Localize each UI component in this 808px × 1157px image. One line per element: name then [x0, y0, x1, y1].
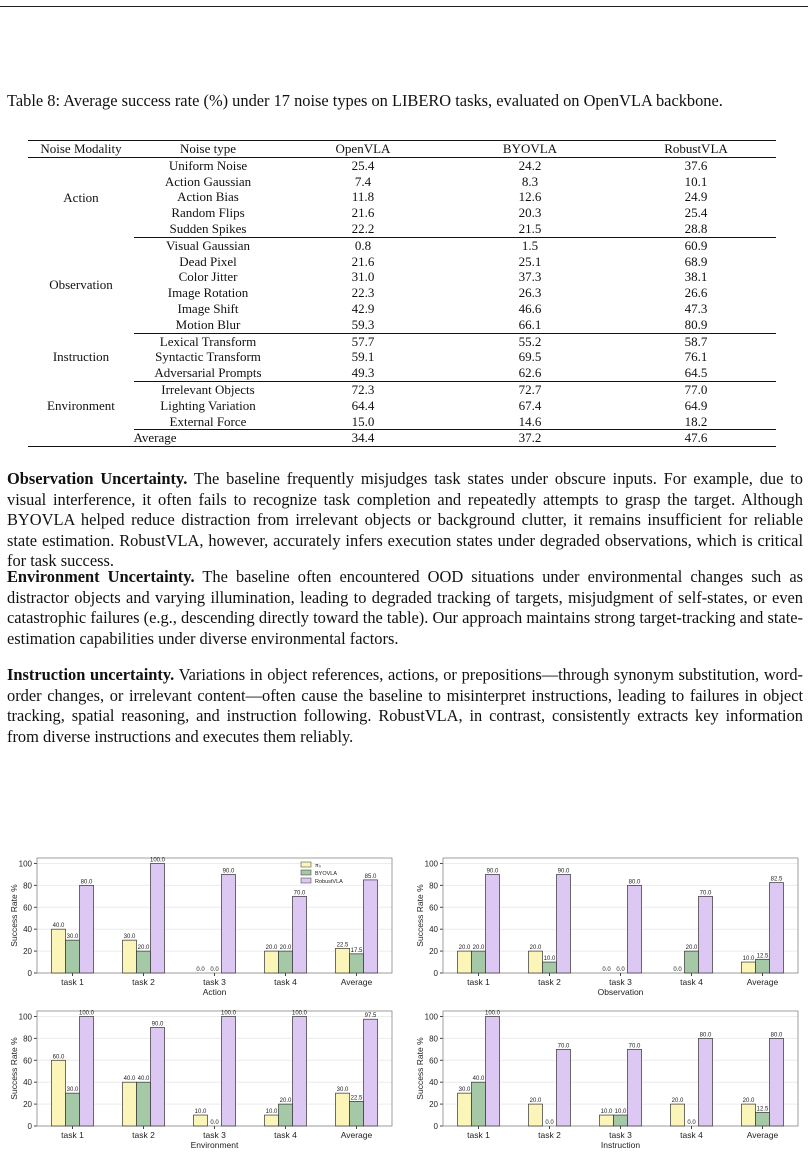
x-tick-label: Average	[340, 977, 373, 987]
bar-value-label: 0.0	[210, 967, 219, 973]
byovla-value-cell: 66.1	[444, 317, 616, 333]
average-robustvla-cell: 47.6	[616, 430, 776, 447]
table-row	[28, 174, 776, 190]
robustvla-value-cell: 24.9	[684, 189, 708, 205]
bar	[756, 959, 770, 973]
robustvla-value-cell: 38.1	[684, 269, 708, 285]
y-tick-label: 20	[429, 1100, 438, 1110]
bar-value-label: 20.0	[137, 945, 150, 952]
bar	[458, 951, 472, 973]
robustvla-value-cell: 25.4	[684, 205, 708, 221]
robustvla-value-cell: 64.9	[684, 397, 708, 413]
table-row	[28, 398, 776, 414]
bar-value-label: 80.0	[80, 879, 93, 886]
robustvla-value-cell: 64.5	[616, 365, 776, 381]
bar	[458, 1093, 472, 1126]
y-tick-label: 60	[429, 1056, 438, 1066]
bar-value-label: 100.0	[220, 1010, 237, 1017]
x-tick-label: task 2	[132, 1130, 155, 1140]
openvla-value-cell: 59.1	[351, 349, 375, 365]
bar	[194, 1115, 208, 1126]
table-row	[28, 157, 776, 173]
bar-value-label: 10.0	[265, 1109, 278, 1116]
bar-value-label: 80.0	[770, 1032, 783, 1039]
x-axis-label: Observation	[597, 987, 644, 997]
table-row	[28, 301, 776, 317]
bar-value-label: 10.0	[194, 1109, 207, 1116]
bar-value-label: 0.0	[545, 1120, 554, 1126]
bar	[756, 1112, 770, 1126]
x-tick-label: task 1	[467, 1130, 490, 1140]
x-tick-label: task 2	[132, 977, 155, 987]
page-top-rule	[0, 6, 808, 7]
y-tick-label: 0	[433, 969, 438, 978]
y-tick-label: 100	[424, 1012, 438, 1022]
bar-value-label: 22.5	[350, 1095, 363, 1102]
byovla-value-cell: 37.3	[518, 269, 542, 285]
byovla-value-cell: 14.6	[444, 414, 616, 430]
x-tick-label: task 1	[61, 977, 84, 987]
table-row	[28, 317, 776, 333]
legend-entry-label: RobustVLA	[315, 879, 343, 885]
table-row	[28, 189, 776, 205]
paragraph-heading: Environment Uncertainty.	[7, 567, 195, 586]
bar-value-label: 90.0	[486, 868, 499, 875]
noise-type-cell: Lighting Variation	[160, 397, 256, 413]
openvla-value-cell: 31.0	[351, 269, 375, 285]
table-row	[28, 414, 776, 430]
bar-value-label: 60.0	[52, 1054, 65, 1061]
noise-type-cell: Color Jitter	[178, 269, 238, 285]
bar-value-label: 20.0	[458, 945, 471, 952]
bar-value-label: 20.0	[265, 945, 278, 952]
noise-type-cell: Visual Gaussian	[165, 237, 251, 253]
average-byovla-cell: 37.2	[444, 430, 616, 447]
bar	[529, 951, 543, 973]
robustvla-value-cell: 80.9	[616, 317, 776, 333]
openvla-value-cell: 49.3	[282, 365, 444, 381]
bar-value-label: 40.0	[123, 1076, 136, 1083]
bar-value-label: 0.0	[673, 967, 682, 973]
paragraph-heading: Observation Uncertainty.	[7, 469, 188, 488]
bar	[52, 929, 66, 973]
bar-value-label: 10.0	[543, 956, 556, 963]
bar-chart-observation	[411, 851, 803, 997]
paragraph-body: The baseline often encountered OOD situations under environmental changes such as distractor objects and varying illumination, leading to degraded tracking of targets, misjudgment of self-states, or even catastrophic failures (e.g., descending directly toward the table). Our approach maintains strong target-tracking and state-estimation capabilities under diverse environmental factors.	[7, 567, 803, 648]
bar-value-label: 22.5	[336, 942, 349, 949]
bar	[557, 874, 571, 973]
bar-value-label: 70.0	[699, 890, 712, 897]
y-tick-label: 80	[429, 881, 438, 891]
byovla-value-cell: 1.5	[521, 237, 539, 253]
bar-value-label: 100.0	[149, 857, 166, 864]
table-row	[28, 285, 776, 301]
byovla-value-cell: 55.2	[518, 333, 542, 349]
bar	[350, 1101, 364, 1126]
bar	[628, 885, 642, 973]
bar-value-label: 0.0	[196, 967, 205, 973]
bar-value-label: 20.0	[279, 1098, 292, 1105]
header-noise-type: Noise type	[134, 141, 282, 158]
bar-value-label: 10.0	[742, 956, 755, 963]
modality-cell: Observation	[49, 277, 113, 293]
bar-value-label: 80.0	[699, 1032, 712, 1039]
y-tick-label: 0	[433, 1122, 438, 1131]
legend-swatch	[301, 870, 311, 875]
bar-value-label: 90.0	[151, 1021, 164, 1028]
bar	[770, 1038, 784, 1126]
modality-cell: Action	[63, 189, 99, 205]
byovla-value-cell: 21.5	[444, 221, 616, 237]
bar	[472, 951, 486, 973]
noise-type-cell: Syntactic Transform	[155, 349, 261, 365]
table-row	[28, 269, 776, 285]
openvla-value-cell: 11.8	[351, 189, 375, 205]
openvla-value-cell: 72.3	[351, 381, 375, 397]
x-tick-label: task 4	[680, 977, 703, 987]
chart-svg	[411, 1004, 803, 1150]
openvla-value-cell: 25.4	[351, 157, 375, 173]
y-tick-label: 60	[23, 1056, 32, 1066]
robustvla-value-cell: 47.3	[684, 300, 708, 316]
bar	[557, 1049, 571, 1126]
bar	[123, 1082, 137, 1126]
byovla-value-cell: 12.6	[518, 189, 542, 205]
paragraph-observation	[7, 469, 803, 572]
chart-svg	[5, 851, 397, 997]
robustvla-value-cell: 77.0	[684, 381, 708, 397]
bar	[742, 962, 756, 973]
bar	[293, 1016, 307, 1126]
byovla-value-cell: 72.7	[518, 381, 542, 397]
bar-chart-environment	[5, 1004, 397, 1150]
bar-value-label: 20.0	[529, 1098, 542, 1105]
noise-type-cell: Image Rotation	[167, 285, 249, 301]
x-tick-label: task 2	[538, 977, 561, 987]
table-row	[28, 365, 776, 381]
y-tick-label: 0	[27, 969, 32, 978]
paragraph-instruction	[7, 665, 803, 747]
bar	[600, 1115, 614, 1126]
bar	[222, 1016, 236, 1126]
bar	[472, 1082, 486, 1126]
bar-value-label: 20.0	[671, 1098, 684, 1105]
bar	[151, 1027, 165, 1126]
byovla-value-cell: 26.3	[518, 285, 542, 301]
bar-value-label: 100.0	[78, 1010, 95, 1017]
x-tick-label: task 4	[274, 1130, 297, 1140]
y-tick-label: 80	[23, 881, 32, 891]
robustvla-value-cell: 60.9	[684, 237, 708, 253]
robustvla-value-cell: 76.1	[684, 349, 708, 365]
bar-value-label: 20.0	[529, 945, 542, 952]
bar-value-label: 20.0	[472, 945, 485, 952]
y-tick-label: 100	[18, 1012, 32, 1022]
y-axis-label: Success Rate %	[415, 1037, 425, 1100]
bar	[137, 1082, 151, 1126]
legend-swatch	[301, 878, 311, 883]
bar-value-label: 90.0	[222, 868, 235, 875]
y-tick-label: 40	[429, 925, 438, 935]
bar	[336, 948, 350, 973]
bar-chart-action	[5, 851, 397, 997]
openvla-value-cell: 22.3	[351, 285, 375, 301]
chart-svg	[5, 1004, 397, 1150]
x-axis-label: Action	[202, 987, 227, 997]
bar	[529, 1104, 543, 1126]
bar-value-label: 12.5	[756, 1106, 769, 1113]
x-tick-label: task 1	[467, 977, 490, 987]
byovla-value-cell: 24.2	[518, 157, 542, 173]
header-noise-modality: Noise Modality	[28, 141, 134, 158]
robustvla-value-cell: 58.7	[684, 333, 708, 349]
openvla-value-cell: 64.4	[351, 397, 375, 413]
modality-cell: Instruction	[52, 349, 110, 365]
bar	[279, 951, 293, 973]
header-robustvla: RobustVLA	[616, 141, 776, 158]
openvla-value-cell: 21.6	[351, 205, 375, 221]
bar-value-label: 82.5	[770, 876, 783, 883]
paragraph-body: Variations in object references, actions, or prepositions—through synonym substitution, word-order changes, or irrelevant content—often cause the baseline to misinterpret instructions, leading to failures in object tracking, spatial reasoning, and instruction following. RobustVLA, in contrast, consistently extracts key information from diverse instructions and executes them reliably.	[7, 665, 803, 746]
results-table	[28, 140, 776, 447]
robustvla-value-cell: 10.1	[684, 173, 708, 189]
byovla-value-cell: 69.5	[518, 349, 542, 365]
robustvla-value-cell: 18.2	[616, 414, 776, 430]
bar-value-label: 80.0	[628, 879, 641, 886]
bar-value-label: 97.5	[364, 1013, 377, 1020]
openvla-value-cell: 0.8	[354, 237, 372, 253]
bar-value-label: 20.0	[279, 945, 292, 952]
bar-value-label: 30.0	[66, 934, 79, 941]
legend-entry-label: π₀	[315, 863, 322, 869]
byovla-value-cell: 20.3	[518, 205, 542, 221]
robustvla-value-cell: 37.6	[684, 157, 708, 173]
bar	[486, 874, 500, 973]
header-openvla: OpenVLA	[282, 141, 444, 158]
table-row	[28, 381, 776, 397]
average-openvla-cell: 34.4	[282, 430, 444, 447]
x-tick-label: task 3	[203, 977, 226, 987]
modality-cell: Environment	[47, 397, 115, 413]
table-row	[28, 221, 776, 237]
table-row	[28, 237, 776, 253]
openvla-value-cell: 59.3	[282, 317, 444, 333]
paragraph-environment	[7, 567, 803, 649]
bar-value-label: 70.0	[293, 890, 306, 897]
header-byovla: BYOVLA	[444, 141, 616, 158]
noise-type-cell: External Force	[134, 414, 282, 430]
bar	[486, 1016, 500, 1126]
bar	[222, 874, 236, 973]
byovla-value-cell: 62.6	[444, 365, 616, 381]
bar	[628, 1049, 642, 1126]
table-row	[28, 205, 776, 221]
x-tick-label: task 3	[203, 1130, 226, 1140]
openvla-value-cell: 57.7	[351, 333, 375, 349]
bar	[80, 885, 94, 973]
bar-value-label: 30.0	[336, 1087, 349, 1094]
robustvla-value-cell: 26.6	[684, 285, 708, 301]
bar-chart-instruction	[411, 1004, 803, 1150]
openvla-value-cell: 42.9	[351, 300, 375, 316]
bar	[336, 1093, 350, 1126]
y-tick-label: 40	[23, 925, 32, 935]
table-average-row	[28, 430, 776, 447]
bar-value-label: 30.0	[458, 1087, 471, 1094]
y-tick-label: 100	[424, 859, 438, 869]
byovla-value-cell: 8.3	[521, 173, 539, 189]
bar-value-label: 90.0	[557, 868, 570, 875]
y-tick-label: 20	[23, 947, 32, 957]
bar-value-label: 85.0	[364, 873, 377, 880]
bar	[265, 1115, 279, 1126]
bar	[66, 1093, 80, 1126]
paragraph-heading: Instruction uncertainty.	[7, 665, 175, 684]
table-header-row	[28, 141, 776, 158]
noise-type-cell: Action Gaussian	[164, 173, 252, 189]
openvla-value-cell: 21.6	[351, 253, 375, 269]
x-tick-label: task 4	[274, 977, 297, 987]
y-axis-label: Success Rate %	[415, 884, 425, 947]
noise-type-cell: Motion Blur	[134, 317, 282, 333]
y-axis-label: Success Rate %	[9, 884, 19, 947]
bar-value-label: 40.0	[52, 923, 65, 930]
bar-value-label: 70.0	[628, 1043, 641, 1050]
bar	[279, 1104, 293, 1126]
robustvla-value-cell: 28.8	[616, 221, 776, 237]
table-row	[28, 254, 776, 270]
bar	[350, 954, 364, 973]
table-row	[28, 333, 776, 349]
bar-value-label: 10.0	[614, 1109, 627, 1116]
average-label-cell: Average	[28, 430, 282, 447]
bar	[671, 1104, 685, 1126]
x-tick-label: task 3	[609, 977, 632, 987]
bar-value-label: 40.0	[472, 1076, 485, 1083]
x-tick-label: Average	[746, 977, 779, 987]
noise-type-cell: Uniform Noise	[168, 157, 248, 173]
bar	[364, 880, 378, 973]
bar	[52, 1060, 66, 1126]
bar-value-label: 20.0	[742, 1098, 755, 1105]
y-tick-label: 60	[23, 903, 32, 913]
y-tick-label: 60	[429, 903, 438, 913]
bar	[66, 940, 80, 973]
y-tick-label: 20	[23, 1100, 32, 1110]
x-axis-label: Environment	[190, 1140, 239, 1150]
paragraph-body: The baseline frequently misjudges task states under obscure inputs. For example, due to visual interference, it often fails to recognize task completion and repeatedly attempts to grasp the target. Although BYOVLA helped reduce distraction from irrelevant objects or background clutter, it remains insufficient for reliable state estimation. RobustVLA, however, accurately infers execution states under degraded observations, which is critical for task success.	[7, 469, 803, 570]
bar-value-label: 0.0	[616, 967, 625, 973]
noise-type-cell: Irrelevant Objects	[161, 381, 255, 397]
legend-swatch	[301, 862, 311, 867]
noise-type-cell: Adversarial Prompts	[134, 365, 282, 381]
bar	[742, 1104, 756, 1126]
legend-entry-label: BYOVLA	[315, 871, 338, 877]
x-tick-label: task 4	[680, 1130, 703, 1140]
bar	[80, 1016, 94, 1126]
bar-value-label: 17.5	[350, 947, 363, 954]
openvla-value-cell: 7.4	[354, 173, 372, 189]
y-tick-label: 100	[18, 859, 32, 869]
y-tick-label: 40	[429, 1078, 438, 1088]
bar	[770, 883, 784, 973]
bar-value-label: 40.0	[137, 1076, 150, 1083]
y-axis-label: Success Rate %	[9, 1037, 19, 1100]
x-axis-label: Instruction	[600, 1140, 641, 1150]
bar-value-label: 100.0	[291, 1010, 308, 1017]
noise-type-cell: Random Flips	[171, 205, 245, 221]
bar-value-label: 30.0	[123, 934, 136, 941]
bar	[123, 940, 137, 973]
table-caption: Table 8: Average success rate (%) under 17 noise types on LIBERO tasks, evaluated on OpenVLA backbone.	[7, 91, 723, 110]
y-tick-label: 80	[23, 1034, 32, 1044]
byovla-value-cell: 25.1	[518, 253, 542, 269]
openvla-value-cell: 15.0	[282, 414, 444, 430]
x-tick-label: Average	[340, 1130, 373, 1140]
noise-type-cell: Image Shift	[177, 300, 239, 316]
x-tick-label: Average	[746, 1130, 779, 1140]
byovla-value-cell: 46.6	[518, 300, 542, 316]
bar	[543, 962, 557, 973]
bar-value-label: 10.0	[600, 1109, 613, 1116]
noise-type-cell: Sudden Spikes	[134, 221, 282, 237]
bar	[699, 1038, 713, 1126]
x-tick-label: task 1	[61, 1130, 84, 1140]
chart-svg	[411, 851, 803, 997]
y-tick-label: 40	[23, 1078, 32, 1088]
bar-value-label: 0.0	[210, 1120, 219, 1126]
robustvla-value-cell: 68.9	[684, 253, 708, 269]
openvla-value-cell: 22.2	[282, 221, 444, 237]
bar-value-label: 30.0	[66, 1087, 79, 1094]
bar	[699, 896, 713, 973]
bar-value-label: 0.0	[687, 1120, 696, 1126]
y-tick-label: 0	[27, 1122, 32, 1131]
bar	[293, 896, 307, 973]
x-tick-label: task 3	[609, 1130, 632, 1140]
bar-value-label: 100.0	[484, 1010, 501, 1017]
noise-type-cell: Dead Pixel	[179, 253, 237, 269]
bar	[685, 951, 699, 973]
bar	[151, 863, 165, 973]
bar	[614, 1115, 628, 1126]
byovla-value-cell: 67.4	[518, 397, 542, 413]
y-tick-label: 20	[429, 947, 438, 957]
table-row	[28, 349, 776, 365]
bar-value-label: 0.0	[602, 967, 611, 973]
y-tick-label: 80	[429, 1034, 438, 1044]
x-tick-label: task 2	[538, 1130, 561, 1140]
bar-value-label: 20.0	[685, 945, 698, 952]
bar-value-label: 70.0	[557, 1043, 570, 1050]
bar-value-label: 12.5	[756, 953, 769, 960]
noise-type-cell: Action Bias	[177, 189, 239, 205]
noise-type-cell: Lexical Transform	[159, 333, 257, 349]
bar	[364, 1019, 378, 1126]
bar	[137, 951, 151, 973]
bar	[265, 951, 279, 973]
